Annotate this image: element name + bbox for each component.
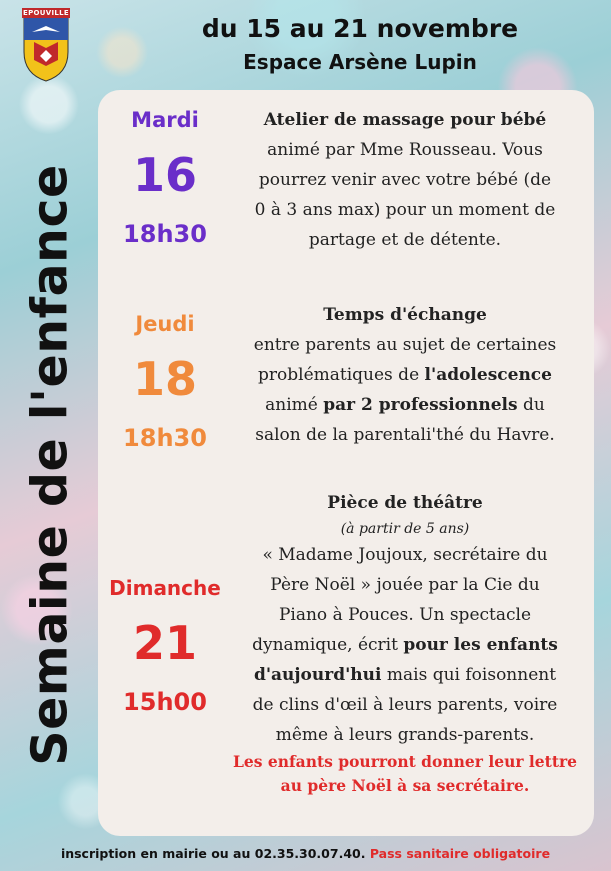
event-subtitle: (à partir de 5 ans) xyxy=(340,521,470,537)
event-line: dynamique, écrit pour les enfants xyxy=(252,635,558,655)
event-line: même à leurs grands-parents. xyxy=(275,725,535,745)
event-line: d'aujourd'hui mais qui foisonnent xyxy=(253,665,557,685)
event-line: salon de la parentali'thé du Havre. xyxy=(255,425,555,445)
day-time: 15h00 xyxy=(123,688,207,716)
footer-contact: inscription en mairie ou au 02.35.30.07.40. xyxy=(60,846,366,861)
day-time: 18h30 xyxy=(123,424,207,452)
event-line: animé par Mme Rousseau. Vous xyxy=(267,140,543,160)
event-line: « Madame Joujoux, secrétaire du xyxy=(262,545,548,565)
event-line: animé par 2 professionnels du xyxy=(265,395,545,415)
day-name: Mardi xyxy=(131,108,199,132)
event-line: pourrez venir avec votre bébé (de xyxy=(258,170,552,190)
day-name: Jeudi xyxy=(135,312,195,336)
event-title: Pièce de théâtre xyxy=(327,493,483,513)
event-note: au père Noël à sa secrétaire. xyxy=(280,776,530,795)
day-number: 16 xyxy=(132,148,197,202)
day-name: Dimanche xyxy=(109,576,221,600)
header-venue: Espace Arsène Lupin xyxy=(243,50,477,74)
event-title: Atelier de massage pour bébé xyxy=(263,110,547,130)
footer-warning: Pass sanitaire obligatoire xyxy=(369,846,551,861)
day-block-tuesday xyxy=(105,108,225,248)
event-line: entre parents au sujet de certaines xyxy=(253,335,557,355)
footer xyxy=(0,846,611,861)
day-block-sunday xyxy=(105,576,225,716)
event-line: problématiques de l'adolescence xyxy=(258,365,552,385)
event-line: Père Noël » jouée par la Cie du xyxy=(270,575,540,595)
event-tuesday xyxy=(230,105,580,255)
event-line: Piano à Pouces. Un spectacle xyxy=(278,605,532,625)
side-title: Semaine de l'enfance xyxy=(21,164,79,766)
day-number: 21 xyxy=(132,616,197,670)
event-title: Temps d'échange xyxy=(323,305,487,325)
town-coat-of-arms-icon xyxy=(22,18,70,82)
day-block-thursday xyxy=(105,312,225,452)
crest-label: EPOUVILLE xyxy=(23,9,69,17)
event-sunday xyxy=(230,488,580,798)
crest xyxy=(22,8,70,84)
header-dates: du 15 au 21 novembre xyxy=(201,14,519,43)
day-time: 18h30 xyxy=(123,220,207,248)
event-line: 0 à 3 ans max) pour un moment de xyxy=(254,200,556,220)
day-number: 18 xyxy=(132,352,197,406)
event-line: partage et de détente. xyxy=(308,230,502,250)
event-note: Les enfants pourront donner leur lettre xyxy=(232,752,578,771)
event-line: de clins d'œil à leurs parents, voire xyxy=(252,695,558,715)
event-thursday xyxy=(230,300,580,450)
